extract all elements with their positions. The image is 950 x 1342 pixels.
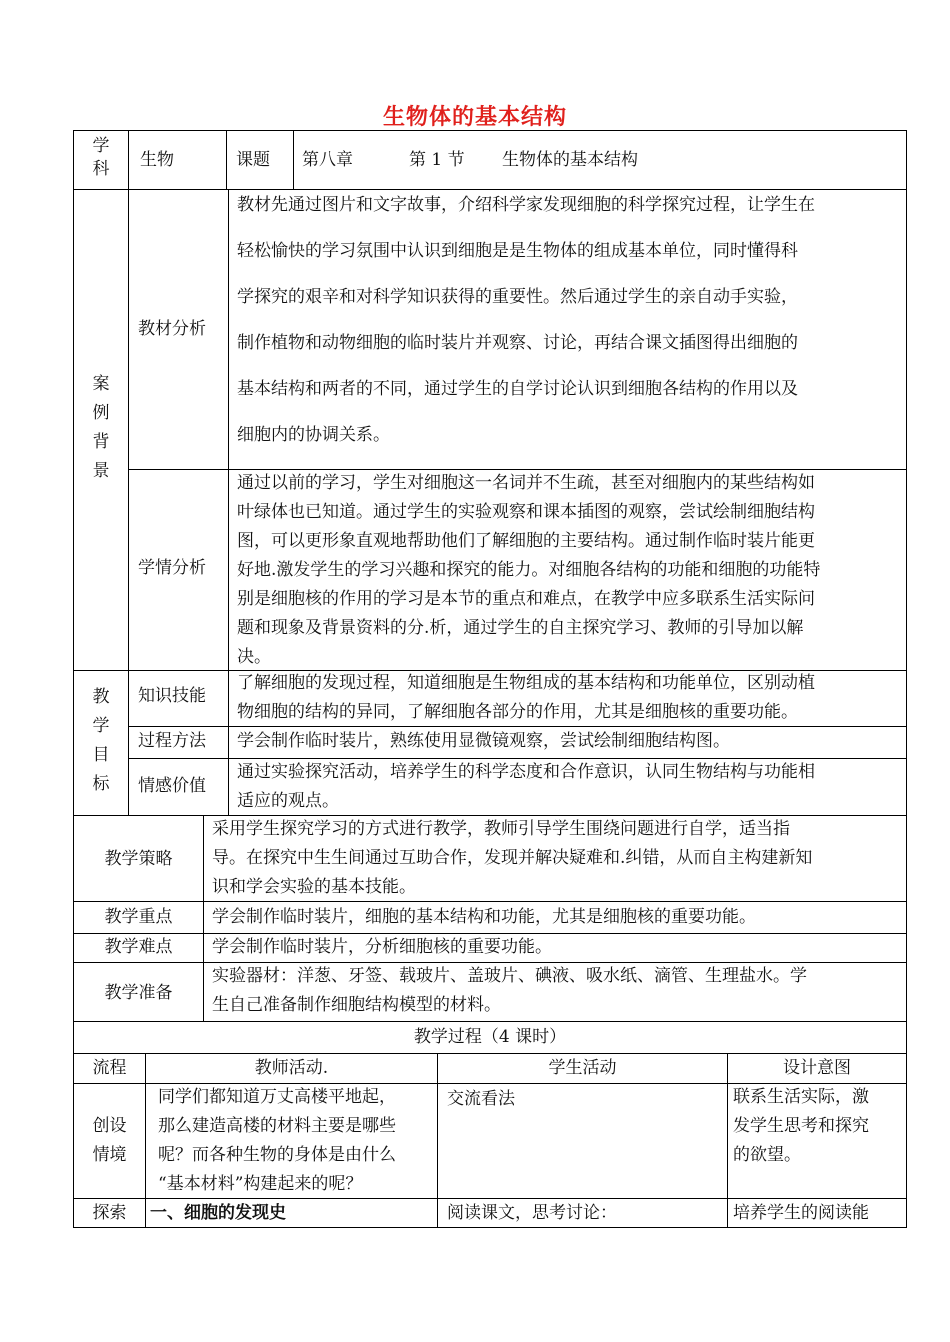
chapter: 第八章 [302,150,353,170]
difficulty-text: 学会制作临时装片，分析细胞核的重要功能。 [212,937,552,957]
process-method-label: 过程方法 [138,731,206,751]
column-header: 学生活动 [548,1058,617,1078]
table-row-teacher: 一、细胞的发现史 [150,1203,286,1223]
subject-value: 生物 [140,150,174,170]
material-analysis-label: 教材分析 [138,319,206,339]
column-header: 流程 [92,1058,127,1078]
table-row-stage: 创设 情境 [92,1116,127,1165]
difficulty-label: 教学难点 [104,937,173,957]
emotion-text: 通过实验探究活动，培养学生的科学态度和合作意识，认同生物结构与功能相 适应的观点。 [237,762,815,811]
background-label: 案 例 背 景 [92,374,110,481]
strategy-text: 采用学生探究学习的方式进行教学，教师引导学生围绕问题进行自学，适当指 导。在探究中生生间通过互助合作，发现并解决疑难和.纠错，从而自主构建新知 识和学会实验的基本技能。 [212,819,813,897]
column-header: 教师活动. [254,1058,329,1078]
column-header: 设计意图 [783,1058,851,1078]
strategy-label: 教学策略 [104,849,173,869]
table-row-intent: 培养学生的阅读能 [733,1203,869,1223]
page-title: 生物体的基本结构 [382,105,567,130]
topic-label: 课题 [236,150,270,170]
material-analysis-text: 教材先通过图片和文字故事，介绍科学家发现细胞的科学探究过程，让学生在 轻松愉快的学习氛围中认识到细胞是是生物体的组成基本单位，同时懂得科 学探究的艰辛和对科学知识获得的重要性。然后通过学生的亲自动手实验， 制作植物和动物细胞的临时装片并观察、讨论，再结合课文插图得出细胞的 基本结构和两者的不同，通过学生的自学讨论认识到细胞各结构的作用以及 细胞内的协调关系。 [237,195,815,445]
student-analysis-text: 通过以前的学习，学生对细胞这一名词并不生疏，甚至对细胞内的某些结构如 叶绿体也已知道。通过学生的实验观察和课本插图的观察，尝试绘制细胞结构 图，可以更形象直观地帮助他们了解细胞的主要结构。通过制作临时装片能更 好地.激发学生的学习兴趣和探究的能力。对细胞各结构的功能和细胞的功能特 别是细胞核的作用的学习是本节的重点和难点，在教学中应多联系生活实际问 题和现象及背景资料的分.析，通过学生的自主探究学习、教师的引导加以解 决。 [237,473,821,667]
table-row-intent: 联系生活实际，激 发学生思考和探究 的欲望。 [733,1087,869,1165]
knowledge-text: 了解细胞的发现过程，知道细胞是生物组成的基本结构和功能单位，区别动植 物细胞的结构的异同，了解细胞各部分的作用，尤其是细胞核的重要功能。 [237,673,815,722]
key-point-text: 学会制作临时装片，细胞的基本结构和功能，尤其是细胞核的重要功能。 [212,907,756,927]
table-row-student: 交流看法 [447,1089,515,1109]
subject-label: 学 科 [92,136,110,179]
process-method-text: 学会制作临时装片，熟练使用显微镜观察，尝试绘制细胞结构图。 [237,731,730,751]
section: 第 1 节 [409,150,465,170]
table-row-teacher: 同学们都知道万丈高楼平地起， 那么建造高楼的材料主要是哪些 呢？而各种生物的身体是由什么 “基本材料”构建起来的呢？ [158,1087,396,1194]
topic-title: 生物体的基本结构 [502,150,638,170]
process-title: 教学过程（4 课时） [413,1027,567,1047]
knowledge-label: 知识技能 [138,686,206,706]
table-row-stage: 探索 [92,1203,127,1223]
preparation-label: 教学准备 [104,983,173,1003]
key-point-label: 教学重点 [104,907,173,927]
preparation-text: 实验器材：洋葱、牙签、载玻片、盖玻片、碘液、吸水纸、滴管、生理盐水。学 生自己准备制作细胞结构模型的材料。 [212,966,807,1015]
objectives-label: 教 学 目 标 [92,687,110,794]
table-row-student: 阅读课文，思考讨论： [447,1203,617,1223]
student-analysis-label: 学情分析 [138,558,206,578]
emotion-label: 情感价值 [138,776,206,796]
